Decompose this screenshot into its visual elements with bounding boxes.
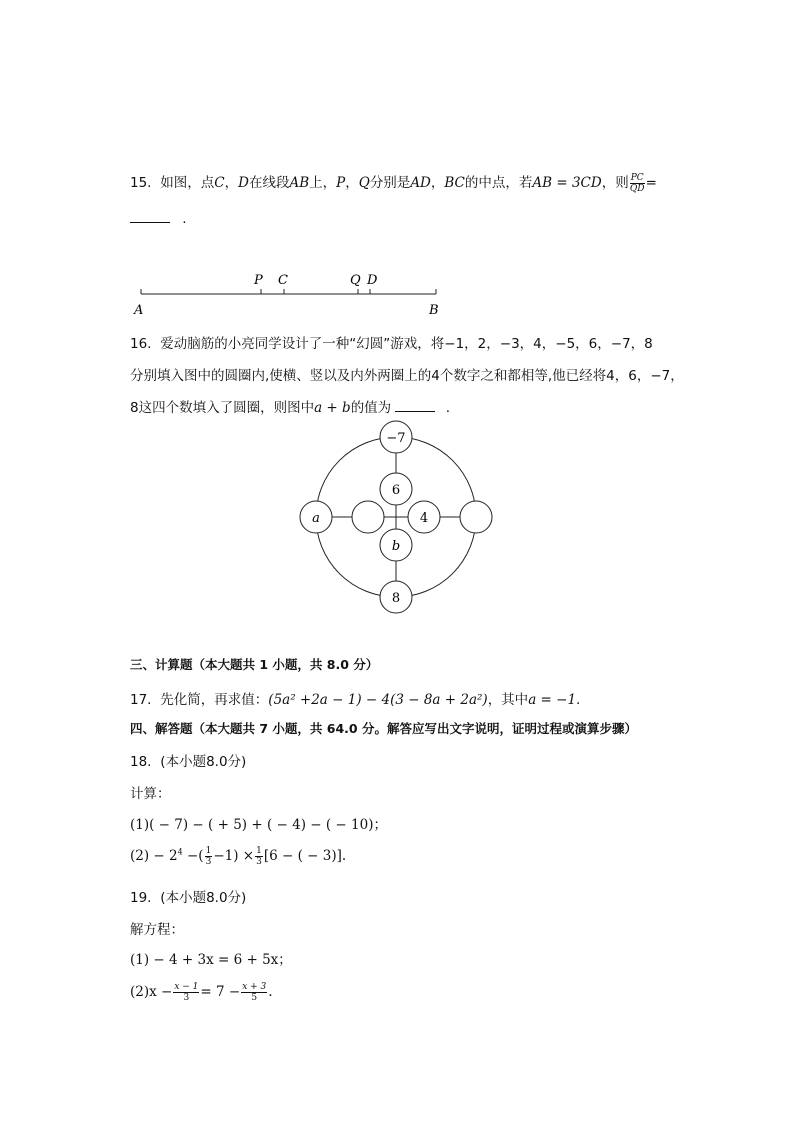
q15-segment-ab: AB <box>289 175 310 191</box>
q15-line2 <box>130 209 187 227</box>
q16-period: . <box>445 400 451 416</box>
q15-sep3: ， <box>430 175 445 191</box>
q17-cond-prefix: ，其中 <box>487 692 529 708</box>
label-c: C <box>278 273 288 288</box>
q15-point-c: C <box>214 175 225 191</box>
q18-part2-b: −( <box>182 848 204 864</box>
q19-fraction-1 <box>173 982 199 1003</box>
q18-number: 18. <box>130 754 152 770</box>
label-b: B <box>429 303 439 318</box>
q15-text-f: ，则 <box>601 175 629 191</box>
q18-frac2-num: 1 <box>256 846 262 856</box>
magic-circle-diagram <box>0 420 794 620</box>
q17-number: 17. <box>130 692 152 708</box>
q18-part2-d: [6 − ( − 3)]. <box>263 848 347 864</box>
q19-part1: (1) − 4 + 3x = 6 + 5x； <box>130 952 292 968</box>
q16-expression: a + b <box>314 400 351 416</box>
q16-text-3b: 的值为 <box>350 400 392 416</box>
q15-equals: = <box>645 175 657 191</box>
q18-score: (本小题8.0分) <box>160 754 247 770</box>
q15-line1 <box>130 171 657 194</box>
q18-frac2-den: 3 <box>256 857 262 867</box>
q15-answer-blank[interactable] <box>130 209 170 223</box>
q16-text-2: 分别填入图中的圆圈内,使横、竖以及内外两圈上的4个数字之和都相等,他已经将4，6，−7， <box>130 368 684 384</box>
value-bottom: 8 <box>391 591 401 606</box>
q18-frac1-num: 1 <box>205 846 212 856</box>
q15-frac-num: PC <box>630 172 644 183</box>
q18-part1: (1)( − 7) − ( + 5) + ( − 4) − ( − 10)； <box>130 817 387 833</box>
q15-period: . <box>182 211 187 227</box>
label-q: Q <box>350 273 361 288</box>
q19-part2 <box>130 982 273 1003</box>
value-inner-top: 6 <box>391 483 401 498</box>
q17-expression: (5a² +2a − 1) − 4(3 − 8a + 2a²) <box>268 692 488 708</box>
circle-right <box>460 501 492 533</box>
q16-line1 <box>130 332 653 352</box>
q15-text-d: 分别是 <box>369 175 411 191</box>
q19-frac2-den: 5 <box>251 993 258 1003</box>
q15-point-p: P <box>336 175 346 191</box>
q19-part2-b: = 7 − <box>200 984 241 1000</box>
q15-segment-bc: BC <box>444 175 465 191</box>
q18-exponent: 4 <box>177 847 183 857</box>
q15-frac-den: QD <box>629 183 645 194</box>
q19-frac1-num: x − 1 <box>174 982 199 992</box>
q15-text-a: 如图，点 <box>160 175 215 191</box>
q19-frac1-den: 3 <box>183 993 190 1003</box>
q18-frac1-den: 3 <box>205 857 212 867</box>
label-d: D <box>367 273 378 288</box>
value-top: −7 <box>386 431 406 446</box>
q15-number: 15. <box>130 175 152 191</box>
q15-equation: AB = 3CD <box>532 175 602 191</box>
value-left: a <box>312 511 320 526</box>
q15-segment-ad: AD <box>410 175 431 191</box>
q15-fraction <box>630 173 645 194</box>
q15-sep: ， <box>224 175 239 191</box>
q15-text-b: 在线段 <box>248 175 290 191</box>
q16-line3 <box>130 396 450 416</box>
value-inner-right: 4 <box>419 511 429 526</box>
q16-answer-blank[interactable] <box>395 398 435 412</box>
q17-condition: a = −1 <box>528 692 577 708</box>
segment-figure <box>0 268 794 328</box>
q17-line <box>130 688 580 708</box>
q17-text: 先化简，再求值： <box>160 692 269 708</box>
q19-fraction-2 <box>241 982 267 1003</box>
q15-point-d: D <box>238 175 249 191</box>
q19-number: 19. <box>130 890 152 906</box>
value-inner-bottom: b <box>391 539 401 554</box>
q15-sep2: ， <box>345 175 359 191</box>
q18-instruction: 计算： <box>130 786 171 802</box>
q18-fraction-1 <box>205 846 213 867</box>
q16-line2 <box>130 364 684 384</box>
q16-text-3a: 8这四个数填入了圆圈，则图中 <box>130 400 315 416</box>
q15-point-q: Q <box>358 175 370 191</box>
section4-title: 四、解答题（本大题共 7 小题，共 64.0 分。解答应写出文字说明，证明过程或演算步骤） <box>130 721 637 736</box>
q15-text-c: 上， <box>309 175 337 191</box>
q18-header <box>130 750 246 770</box>
q18-part2-c: −1) × <box>213 848 255 864</box>
q18-fraction-2 <box>255 846 263 867</box>
q19-frac2-num: x + 3 <box>242 982 267 992</box>
q19-header <box>130 886 246 906</box>
q16-number: 16. <box>130 336 152 352</box>
label-p: P <box>254 273 263 288</box>
q19-part2-c: . <box>268 984 273 1000</box>
q19-part2-a: (2)x − <box>130 984 173 1000</box>
q17-period: . <box>576 692 581 708</box>
q19-instruction: 解方程： <box>130 922 184 938</box>
q18-part2-a: (2) − 2 <box>130 848 178 864</box>
q19-score: (本小题8.0分) <box>160 890 247 906</box>
q15-text-e: 的中点，若 <box>464 175 533 191</box>
circle-inner-left <box>352 501 384 533</box>
section3-title: 三、计算题（本大题共 1 小题，共 8.0 分） <box>130 657 379 672</box>
q16-text-1: 爱动脑筋的小亮同学设计了一种“幻圆”游戏，将−1，2，−3，4，−5，6，−7，8 <box>160 336 653 352</box>
label-a: A <box>134 303 144 318</box>
q18-part2 <box>130 846 346 867</box>
